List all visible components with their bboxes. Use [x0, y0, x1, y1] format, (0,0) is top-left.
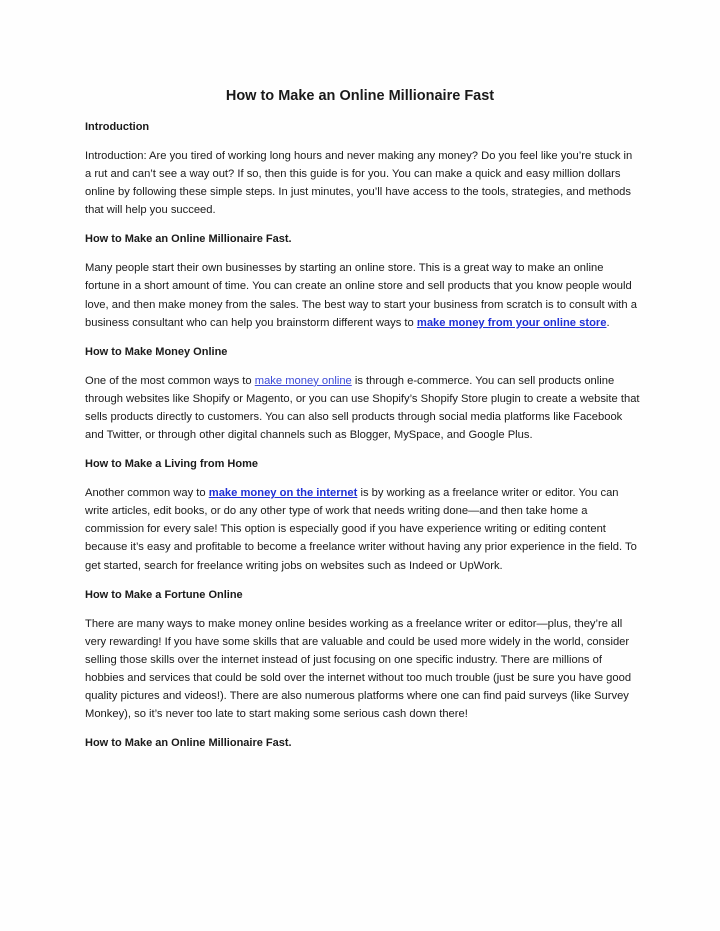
- section-heading-online-millionaire-closing: How to Make an Online Millionaire Fast.: [85, 737, 292, 750]
- paragraph-text-before: One of the most common ways to: [85, 374, 255, 387]
- paragraph-text-after: is through e-commerce. You can sell products online through websites like Shopify or Magento, or you can use Shopify’s Shopify Store plugin to create a website that sells products directly to customers. You can also sell products through social media platforms like Facebook and Twitter, or through other digital channels such as Blogger, MySpace, and Google Plus.: [85, 374, 640, 442]
- paragraph-text-after: is by working as a freelance writer or editor. You can write articles, edit books, or do any other type of work that needs writing done—and then take home a commission for every sale! This option is especially good if you have experience writing or editing content because it’s easy and profitable to become a freelance writer without having any prior experience in the field. To get started, search for freelance writing jobs on websites such as Indeed or UpWork.: [85, 487, 637, 572]
- section-heading-living-from-home: How to Make a Living from Home: [85, 458, 258, 471]
- link-make-money-internet[interactable]: make money on the internet: [208, 487, 358, 500]
- paragraph-online-store: [85, 259, 640, 331]
- document-title: How to Make an Online Millionaire Fast: [225, 88, 495, 104]
- paragraph-text-before: Another common way to: [85, 487, 209, 500]
- link-make-money-online-store[interactable]: make money from your online store: [416, 316, 607, 329]
- link-make-money-online[interactable]: make money online: [254, 374, 352, 387]
- paragraph-text-before: Many people start their own businesses by starting an online store. This is a great way to make an online fortune in a short amount of time. You can create an online store and sell products that you know people would love, and then make money from the sales. The best way to start your business from scratch is to consult with a business consultant who can help you brainstorm different ways to: [85, 262, 637, 329]
- paragraph-text-after: .: [606, 316, 610, 329]
- paragraph-introduction: Introduction: Are you tired of working long hours and never making any money? Do you feel like you’re stuck in a rut and can’t see a way out? If so, then this guide is for you. You can make a quick and easy million dollars online by following these simple steps. In just minutes, you’ll have access to the tools, strategies, and methods that will help you succeed.: [85, 150, 633, 217]
- paragraph-freelance-writer: [85, 484, 640, 574]
- section-heading-introduction: Introduction: [85, 121, 150, 133]
- document-body: [85, 118, 640, 763]
- paragraph-fortune-online: There are many ways to make money online besides working as a freelance writer or editor—plus, they’re all very rewarding! If you have some skills that are valuable and could be used more widely in the world, consider selling those skills over the internet instead of just focusing on one specific industry. There are millions of hobbies and services that could be sold over the internet without too much trouble (just be sure you have good quality pictures and videos!). There are also numerous platforms where one can find paid surveys (like Survey Monkey), so it’s never too late to start making some serious cash down there!: [85, 617, 632, 721]
- section-heading-make-money-online: How to Make Money Online: [85, 345, 228, 358]
- section-heading-fortune-online: How to Make a Fortune Online: [85, 588, 243, 601]
- section-heading-online-millionaire: How to Make an Online Millionaire Fast.: [85, 233, 292, 246]
- paragraph-ecommerce: [85, 372, 640, 444]
